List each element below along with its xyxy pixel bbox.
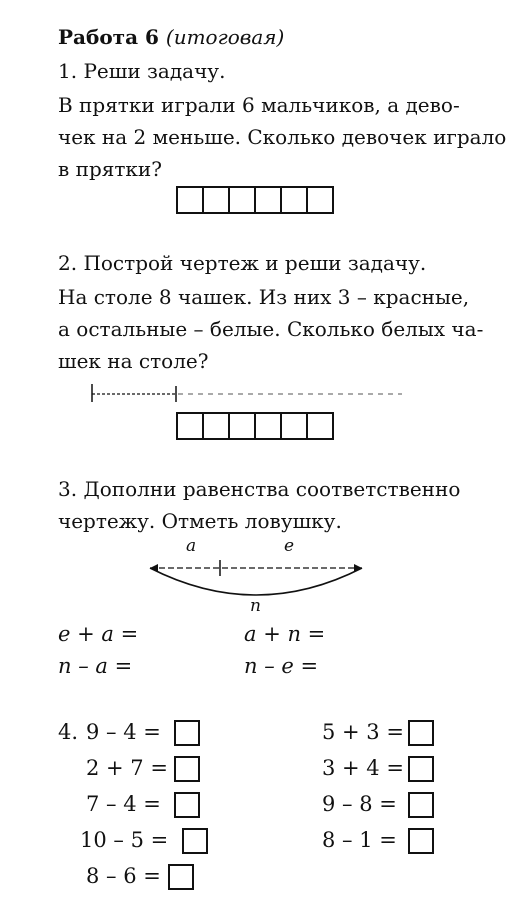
task1-line-1: В прятки играли 6 мальчиков, а дево- — [58, 93, 460, 117]
answer-cell[interactable] — [306, 412, 334, 440]
task3-equation: a + n = — [244, 622, 326, 646]
answer-box[interactable] — [174, 792, 200, 818]
answer-cell[interactable] — [280, 412, 308, 440]
answer-cell[interactable] — [228, 186, 256, 214]
task4-number: 4. — [58, 720, 79, 744]
task4-left-expr: 9 – 4 = — [86, 720, 161, 744]
task4-right-expr: 5 + 3 = — [322, 720, 404, 744]
answer-cell[interactable] — [306, 186, 334, 214]
task1-line-3: в прятки? — [58, 157, 162, 181]
task3-header-1: 3. Дополни равенства соответственно — [58, 477, 461, 501]
answer-box[interactable] — [408, 720, 434, 746]
task4-right-expr: 8 – 1 = — [322, 828, 397, 852]
task3-equation: n – e = — [244, 654, 319, 678]
task2-drawing-line — [86, 380, 406, 410]
answer-cell[interactable] — [202, 186, 230, 214]
task1-line-2: чек на 2 меньше. Сколько девочек играло — [58, 125, 507, 149]
answer-box[interactable] — [174, 720, 200, 746]
answer-cell[interactable] — [228, 412, 256, 440]
task2-header: 2. Построй чертеж и реши задачу. — [58, 251, 427, 275]
task2-answer-cells[interactable] — [176, 412, 332, 440]
task2-line-3: шек на столе? — [58, 349, 209, 373]
task3-header-2: чертежу. Отметь ловушку. — [58, 509, 342, 533]
diagram-label-bottom: n — [250, 596, 261, 616]
task4-right-expr: 9 – 8 = — [322, 792, 397, 816]
task4-right-expr: 3 + 4 = — [322, 756, 404, 780]
answer-cell[interactable] — [176, 186, 204, 214]
answer-box[interactable] — [408, 756, 434, 782]
task2-line-2: а остальные – белые. Сколько белых ча- — [58, 317, 484, 341]
task1-header: 1. Реши задачу. — [58, 59, 226, 83]
task1-answer-cells[interactable] — [176, 186, 332, 214]
work-subtitle: (итоговая) — [165, 25, 285, 49]
answer-cell[interactable] — [202, 412, 230, 440]
answer-box[interactable] — [168, 864, 194, 890]
task3-equation: e + a = — [58, 622, 139, 646]
work-title — [58, 24, 284, 50]
task4-left-expr: 7 – 4 = — [86, 792, 161, 816]
task3-equation: n – a = — [58, 654, 133, 678]
answer-box[interactable] — [182, 828, 208, 854]
diagram-label-top-right: e — [284, 536, 295, 556]
task4-left-expr: 2 + 7 = — [86, 756, 168, 780]
answer-cell[interactable] — [176, 412, 204, 440]
work-title-text: Работа 6 — [58, 25, 159, 49]
task4-left-expr: 8 – 6 = — [86, 864, 161, 888]
diagram-label-top-left: a — [186, 536, 197, 556]
answer-box[interactable] — [408, 792, 434, 818]
task2-line-1: На столе 8 чашек. Из них 3 – красные, — [58, 285, 470, 309]
answer-box[interactable] — [174, 756, 200, 782]
answer-cell[interactable] — [254, 412, 282, 440]
answer-cell[interactable] — [254, 186, 282, 214]
task4-left-expr: 10 – 5 = — [80, 828, 169, 852]
answer-box[interactable] — [408, 828, 434, 854]
answer-cell[interactable] — [280, 186, 308, 214]
